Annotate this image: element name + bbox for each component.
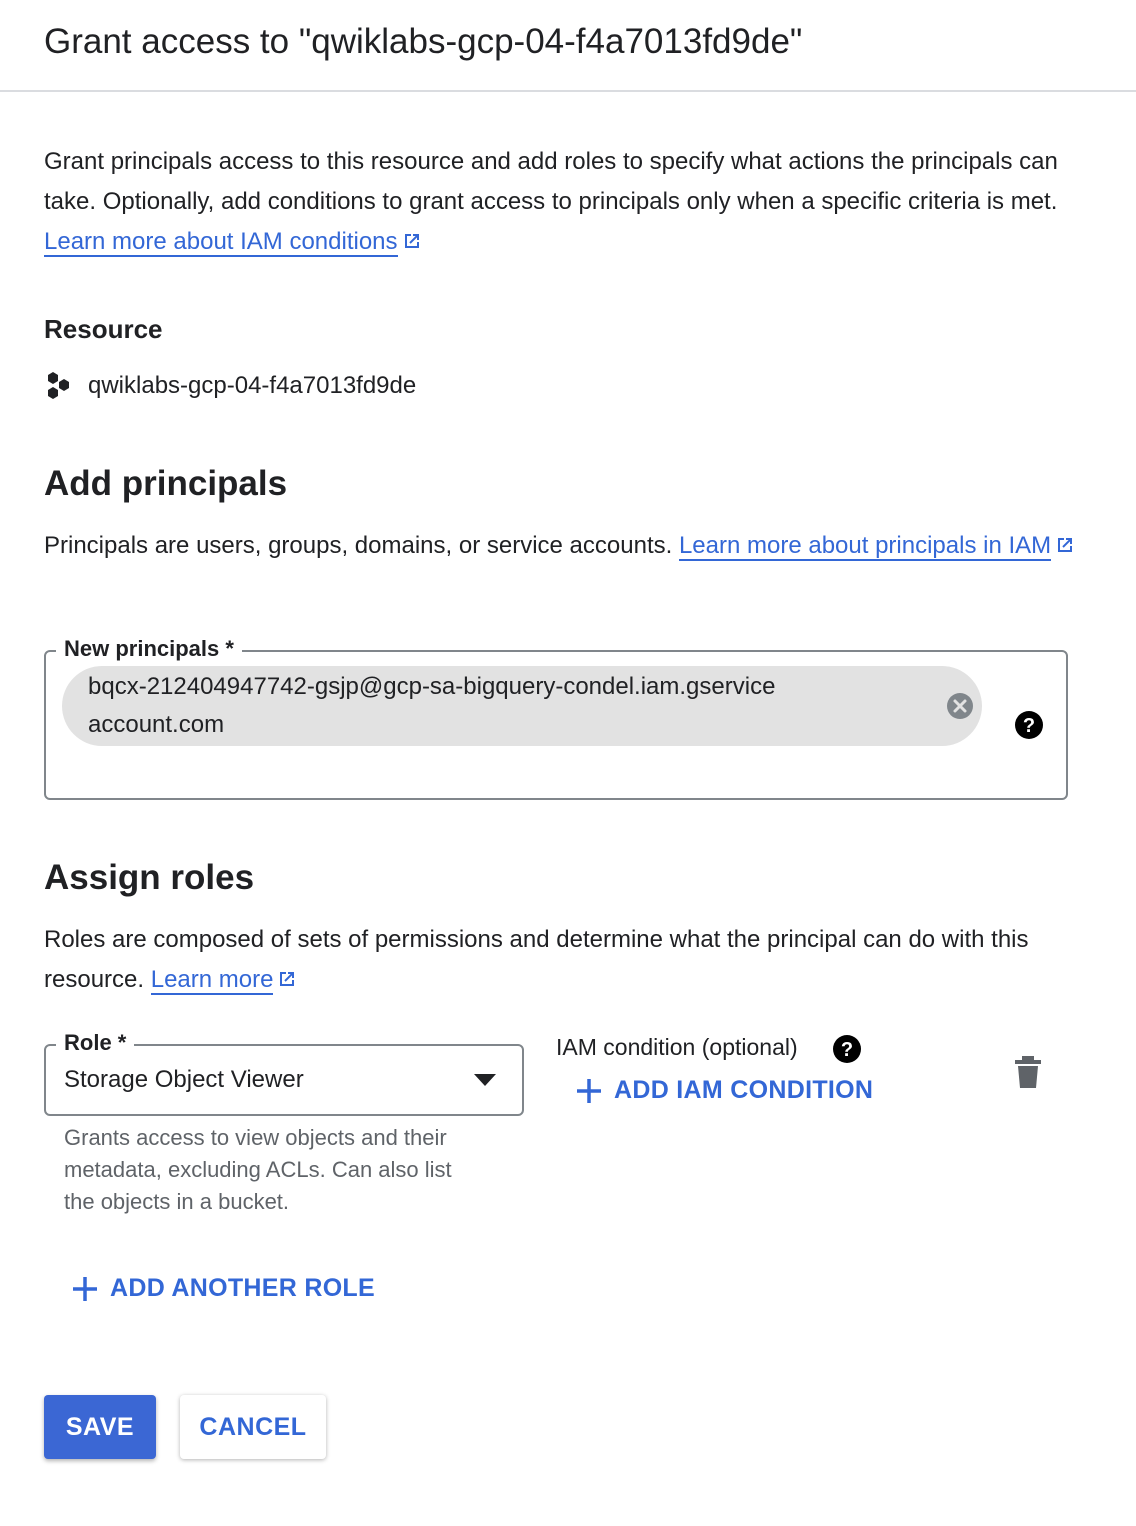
iam-condition-label: IAM condition (optional) bbox=[556, 1034, 798, 1060]
add-another-role-label: ADD ANOTHER ROLE bbox=[110, 1274, 375, 1302]
plus-icon bbox=[576, 1078, 602, 1104]
roles-text: Roles are composed of sets of permissions and determine what the principal can do with this resource. bbox=[44, 926, 1029, 993]
external-link-icon bbox=[277, 969, 297, 989]
svg-text:?: ? bbox=[1022, 715, 1036, 737]
save-button[interactable]: SAVE bbox=[44, 1395, 156, 1459]
principals-help-icon[interactable] bbox=[1014, 710, 1044, 740]
iam-conditions-link[interactable]: Learn more about IAM conditions bbox=[44, 228, 398, 255]
roles-learn-more-link[interactable]: Learn more bbox=[150, 966, 274, 993]
role-description-hint: Grants access to view objects and their metadata, excluding ACLs. Can also list the objects in a bucket. bbox=[64, 1125, 452, 1214]
role-select-value: Storage Object Viewer bbox=[64, 1066, 304, 1093]
iam-condition-help-icon[interactable] bbox=[832, 1034, 862, 1064]
remove-chip-icon[interactable] bbox=[946, 692, 974, 720]
principals-text: Principals are users, groups, domains, or service accounts. bbox=[44, 532, 679, 559]
dialog-header bbox=[0, 0, 1136, 92]
add-another-role-button[interactable] bbox=[72, 1274, 375, 1303]
resource-row bbox=[44, 368, 416, 404]
roles-description bbox=[44, 920, 1084, 1000]
external-link-icon bbox=[402, 231, 422, 251]
assign-roles-heading: Assign roles bbox=[44, 858, 255, 897]
dialog-title: Grant access to "qwiklabs-gcp-04-f4a7013fd9de" bbox=[44, 22, 803, 61]
delete-role-icon[interactable] bbox=[1014, 1056, 1042, 1088]
add-principals-heading: Add principals bbox=[44, 464, 288, 503]
add-iam-condition-button[interactable] bbox=[576, 1076, 873, 1105]
project-hexagon-icon bbox=[44, 371, 74, 401]
add-iam-condition-label: ADD IAM CONDITION bbox=[614, 1076, 874, 1104]
plus-icon bbox=[72, 1276, 98, 1302]
principals-learn-more-link[interactable]: Learn more about principals in IAM bbox=[678, 532, 1052, 559]
svg-text:?: ? bbox=[840, 1039, 854, 1061]
resource-name: qwiklabs-gcp-04-f4a7013fd9de bbox=[88, 372, 417, 399]
external-link-icon bbox=[1055, 535, 1075, 555]
principal-chip-text: bqcx-212404947742-gsjp@gcp-sa-bigquery-condel.iam.gserviceaccount.com bbox=[88, 673, 776, 738]
cancel-button[interactable]: CANCEL bbox=[180, 1395, 326, 1459]
new-principals-label: New principals * bbox=[56, 636, 242, 662]
intro-description bbox=[44, 142, 1084, 262]
dropdown-arrow-icon[interactable] bbox=[474, 1074, 496, 1086]
resource-label: Resource bbox=[44, 314, 163, 344]
role-label: Role * bbox=[56, 1030, 134, 1056]
intro-text: Grant principals access to this resource and add roles to specify what actions the principals can take. Optionally, add conditions to grant access to principals only when a specific criteria is met. bbox=[44, 148, 1058, 215]
principals-description bbox=[44, 526, 1084, 566]
principal-chip[interactable] bbox=[62, 666, 982, 746]
